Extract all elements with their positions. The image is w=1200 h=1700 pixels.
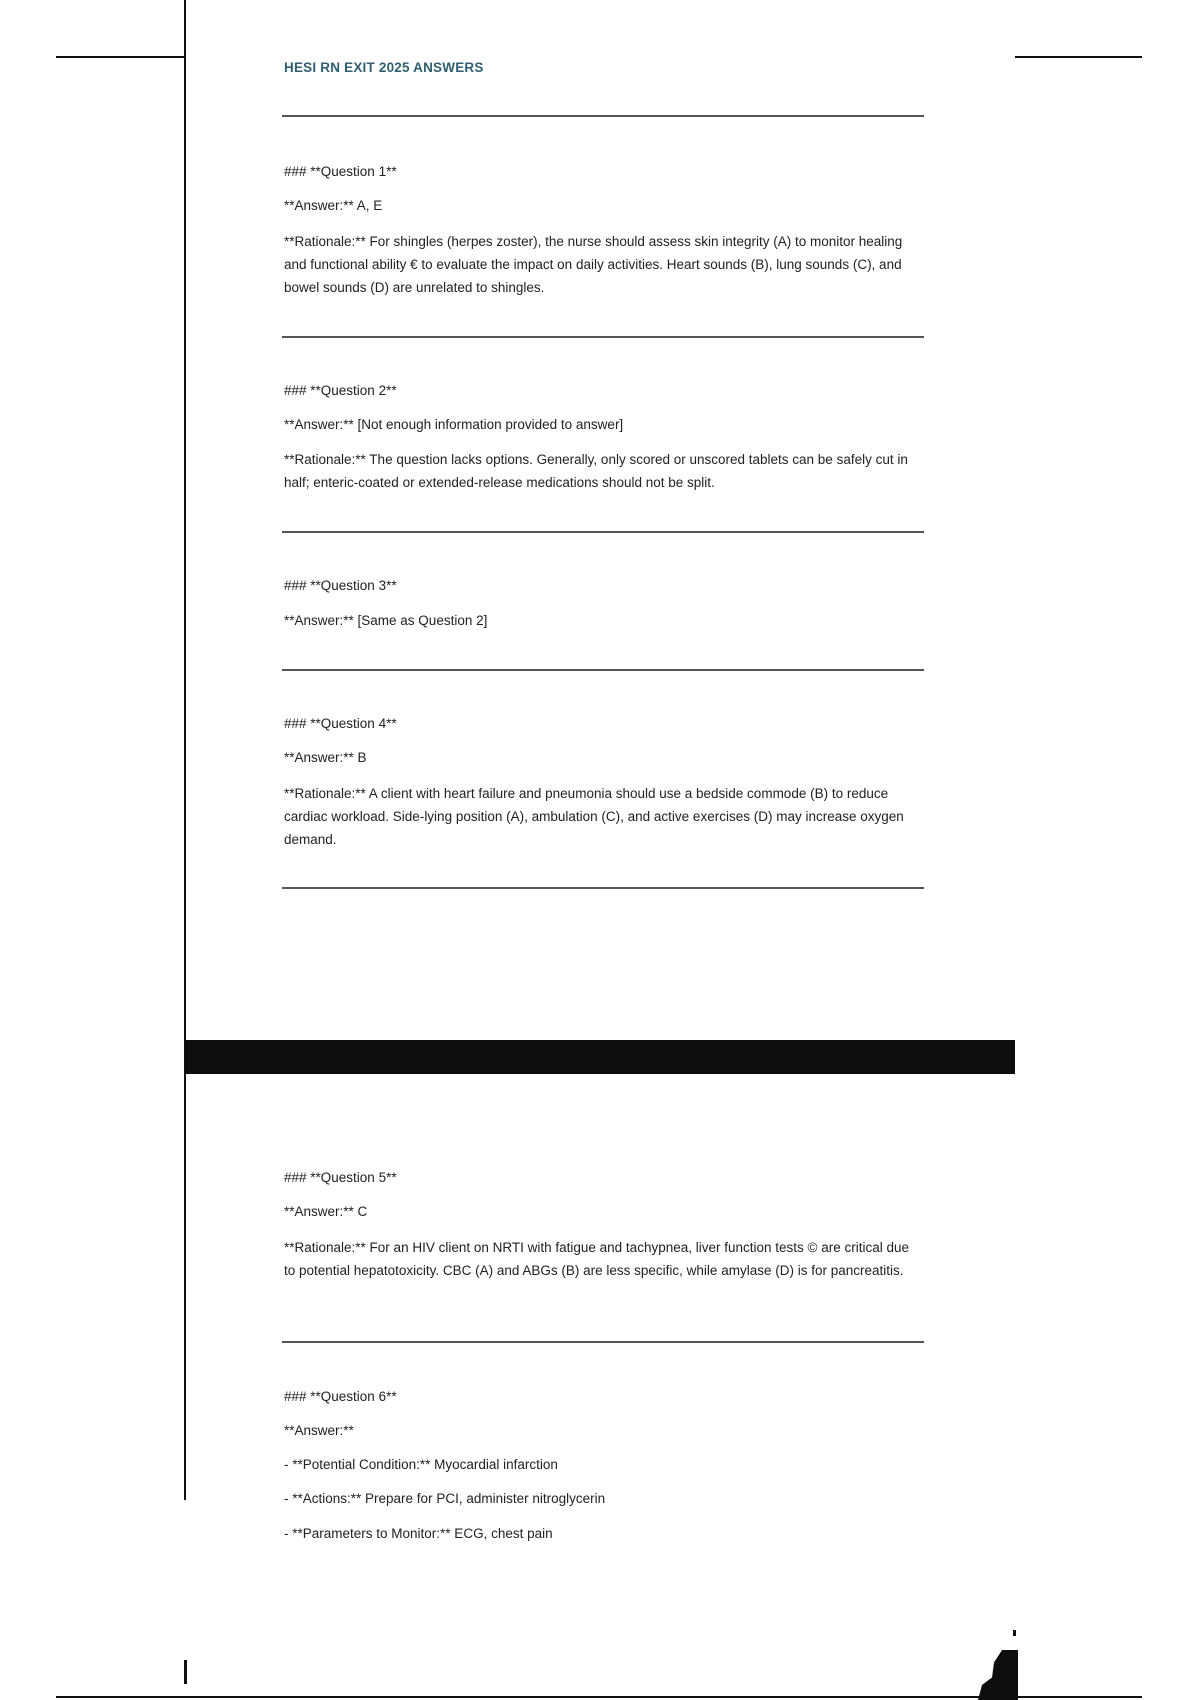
question-5-answer: **Answer:** C — [284, 1204, 368, 1219]
scan-top-right-rule — [1015, 56, 1142, 58]
scan-speck — [1013, 1630, 1016, 1636]
question-1-answer: **Answer:** A, E — [284, 198, 383, 213]
question-2-heading: ### **Question 2** — [284, 383, 397, 398]
question-6-heading: ### **Question 6** — [284, 1389, 397, 1404]
divider — [282, 336, 924, 338]
divider — [282, 115, 924, 117]
question-5-rationale: **Rationale:** For an HIV client on NRTI with fatigue and tachypnea, liver function tests © are critical due to potential hepatotoxicity. CBC (A) and ABGs (B) are less specific, while amylase (D) is for pancreatitis. — [284, 1240, 910, 1278]
divider — [282, 1341, 924, 1343]
divider — [282, 531, 924, 533]
scan-top-left-rule — [56, 56, 186, 58]
question-2-rationale: **Rationale:** The question lacks options. Generally, only scored or unscored tablets can be safely cut in half; enteric-coated or extended-release medications should not be split. — [284, 452, 908, 490]
question-3-answer: **Answer:** [Same as Question 2] — [284, 613, 488, 628]
document-header-title: HESI RN EXIT 2025 ANSWERS — [284, 60, 484, 75]
question-6-bullet: - **Potential Condition:** Myocardial infarction — [284, 1457, 558, 1472]
question-4-heading: ### **Question 4** — [284, 716, 397, 731]
question-6-answer: **Answer:** — [284, 1423, 354, 1438]
question-5-heading: ### **Question 5** — [284, 1170, 397, 1185]
page-break-band — [185, 1040, 1015, 1074]
divider — [282, 887, 924, 889]
scan-left-border — [184, 0, 186, 1500]
scan-speck — [184, 1660, 187, 1684]
scan-artifact — [978, 1650, 1018, 1700]
question-4-rationale: **Rationale:** A client with heart failure and pneumonia should use a bedside commode (B) to reduce cardiac workload. Side-lying position (A), ambulation (C), and active exercises (D) may increase oxygen demand. — [284, 786, 904, 847]
question-6-bullet: - **Actions:** Prepare for PCI, administer nitroglycerin — [284, 1491, 606, 1506]
question-1-heading: ### **Question 1** — [284, 164, 397, 179]
question-1-rationale: **Rationale:** For shingles (herpes zoster), the nurse should assess skin integrity (A) to monitor healing and functional ability € to evaluate the impact on daily activities. Heart sounds (B), lung sounds (C), and bowel sounds (D) are unrelated to shingles. — [284, 234, 903, 295]
divider — [282, 669, 924, 671]
question-4-answer: **Answer:** B — [284, 750, 367, 765]
question-2-answer: **Answer:** [Not enough information provided to answer] — [284, 417, 624, 432]
question-6-bullet: - **Parameters to Monitor:** ECG, chest pain — [284, 1526, 553, 1541]
question-3-heading: ### **Question 3** — [284, 578, 397, 593]
